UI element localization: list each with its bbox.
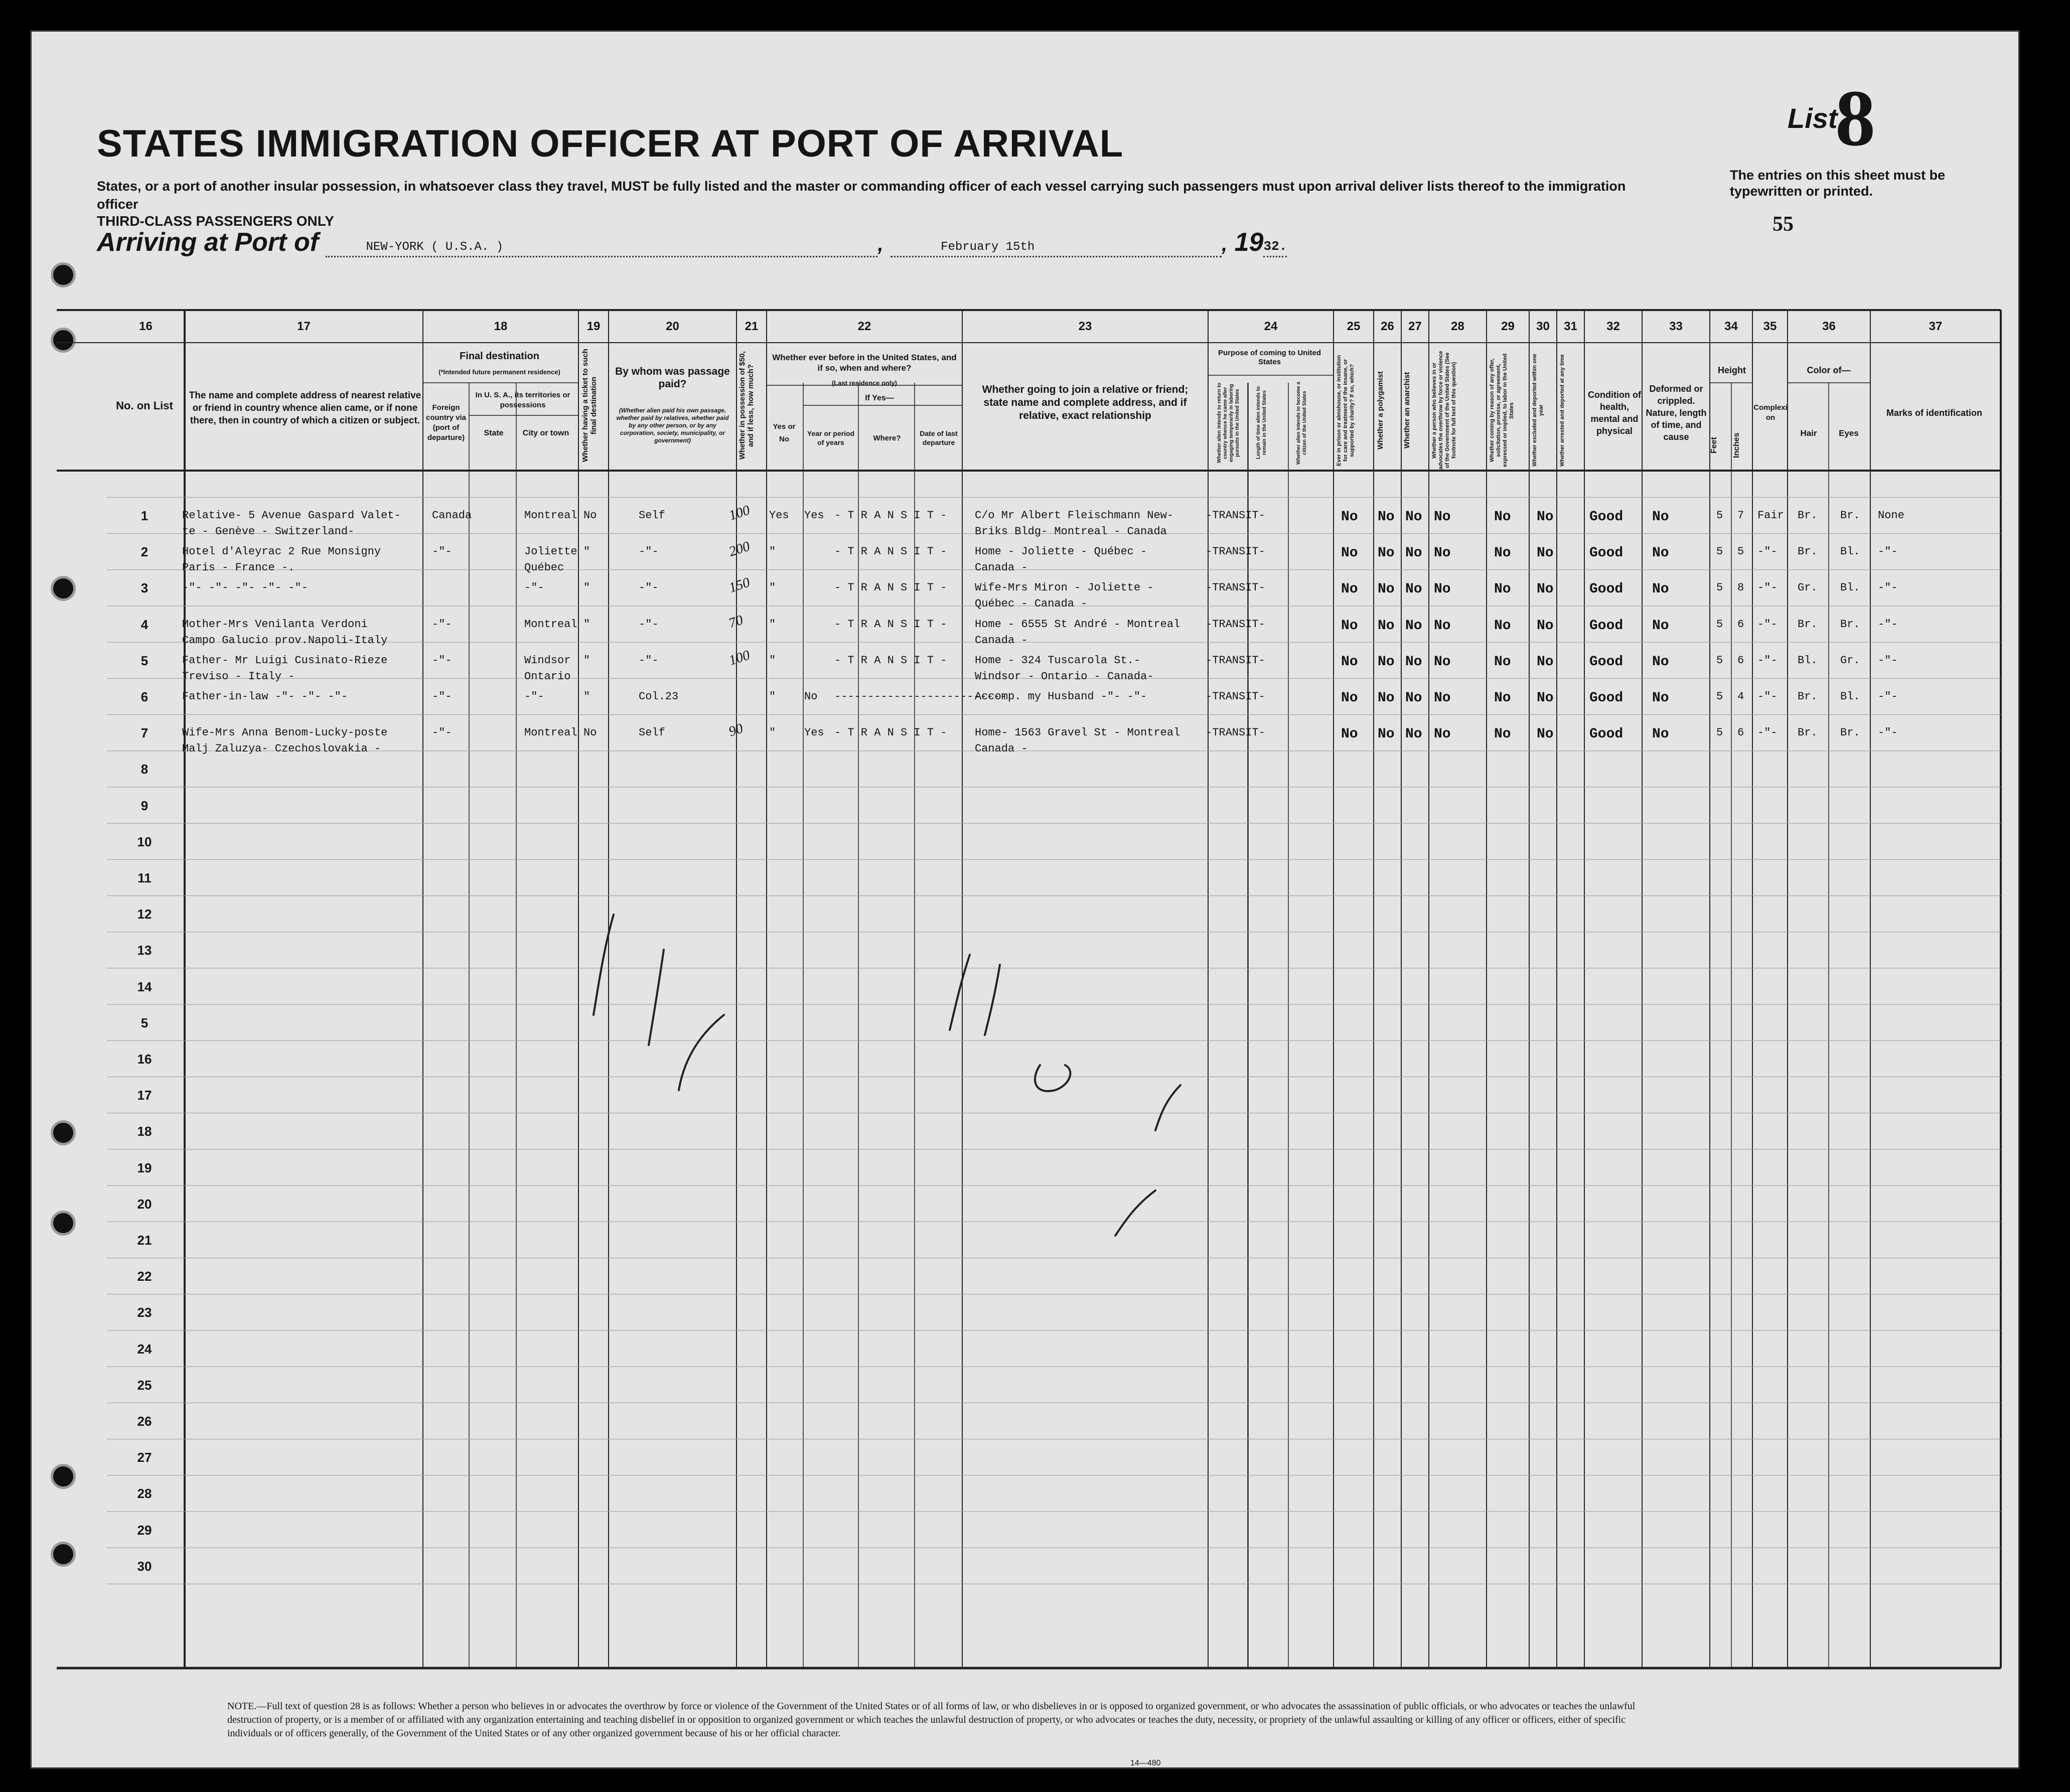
header-eyes: Eyes <box>1839 428 1859 438</box>
identification-marks: -"- <box>1878 654 1898 667</box>
column-number: 37 <box>1929 320 1943 333</box>
join-relative-line: Accomp. my Husband -"- -"- <box>975 690 1147 703</box>
page-title: STATES IMMIGRATION OFFICER AT PORT OF ARRIVAL <box>97 122 1124 165</box>
deformed-value: No <box>1652 726 1669 742</box>
header-money: Whether in possession of $50, and if less, how much? <box>738 351 755 460</box>
join-relative-line: Home- 1563 Gravel St - Montreal <box>975 726 1180 739</box>
answer-c30: No <box>1537 581 1554 598</box>
relative-address-line: Malj Zaluzya- Czechoslovakia - <box>182 742 381 756</box>
answer-c28: No <box>1434 581 1451 598</box>
destination-city: Montreal <box>524 509 577 522</box>
money-amount: 100 <box>727 647 752 669</box>
answer-c28: No <box>1434 509 1451 525</box>
destination-province: Ontario <box>524 670 571 683</box>
height-inches: 7 <box>1737 509 1744 522</box>
identification-marks: -"- <box>1878 545 1898 558</box>
destination-city: -"- <box>524 690 544 703</box>
answer-c30: No <box>1537 545 1554 561</box>
purpose-value: -TRANSIT- <box>1206 581 1265 594</box>
join-relative-line: Wife-Mrs Miron - Joliette - <box>975 581 1154 594</box>
row-number: 5 <box>140 1015 149 1030</box>
row-number: 23 <box>137 1305 152 1320</box>
transit-note: - T R A N S I T - <box>834 545 947 558</box>
height-inches: 8 <box>1737 581 1744 594</box>
height-feet: 5 <box>1716 581 1723 594</box>
column-number: 22 <box>857 320 871 333</box>
relative-address-line: Paris - France -. <box>182 561 295 574</box>
join-relative-line: Home - 324 Tuscarola St.- <box>975 654 1141 667</box>
answer-c27: No <box>1405 618 1422 634</box>
foreign-country: -"- <box>432 690 452 703</box>
eye-color: Br. <box>1840 509 1860 522</box>
header-health: Condition of health, mental and physical <box>1588 390 1641 436</box>
entries-note: The entries on this sheet must be typewritten or printed. <box>1730 168 1946 199</box>
complexion-value: -"- <box>1757 545 1778 558</box>
header-date-departure: Date of last departure <box>920 429 958 446</box>
ever-in-us: " <box>769 690 776 703</box>
answer-c25: No <box>1341 545 1358 561</box>
health-condition: Good <box>1589 690 1623 706</box>
ticket-value: " <box>583 690 590 703</box>
answer-c27: No <box>1405 654 1422 670</box>
header-in-usa: In U. S. A., its territories or possessions <box>475 391 570 409</box>
foreign-country: Canada <box>432 509 472 522</box>
column-number: 20 <box>666 320 679 333</box>
ever-in-us-yes: No <box>804 690 818 703</box>
header-if-yes: If Yes— <box>865 393 894 402</box>
destination-city: Montreal <box>524 726 577 739</box>
identification-marks: -"- <box>1878 581 1898 594</box>
height-inches: 6 <box>1737 618 1744 631</box>
relative-address-line: Hotel d'Aleyrac 2 Rue Monsigny <box>182 545 381 558</box>
passage-paid-by: -"- <box>639 618 659 631</box>
answer-c26: No <box>1378 509 1395 525</box>
header-join-relative: Whether going to join a relative or friend; state name and complete address, and if relative, exact relationship <box>982 384 1189 421</box>
answer-c28: No <box>1434 690 1451 706</box>
answer-c30: No <box>1537 654 1554 670</box>
ticket-value: " <box>583 581 590 594</box>
relative-address-line: Relative- 5 Avenue Gaspard Valet- <box>182 509 401 522</box>
header-question-28: Whether a person who believes in or advocates the overthrow by force or violence of the Government of the United States (See footnote for full text of this question) <box>1431 351 1457 470</box>
foreign-country: -"- <box>432 545 452 558</box>
eye-color: Br. <box>1840 618 1860 631</box>
answer-c29: No <box>1494 690 1511 706</box>
header-inches: Inches <box>1732 432 1741 459</box>
row-number: 27 <box>137 1450 152 1465</box>
row-number: 19 <box>137 1160 152 1175</box>
foreign-country: -"- <box>432 618 452 631</box>
header-purpose-citizen: Whether alien intends to become a citizen of the United States <box>1296 381 1307 465</box>
column-number: 30 <box>1536 320 1550 333</box>
row-number: 11 <box>137 870 152 885</box>
header-purpose-return: Whether alien intends to return to country whence he came after engaging temporarily in laboring pursuits in the United States <box>1217 383 1240 464</box>
complexion-value: -"- <box>1757 654 1778 667</box>
arrival-line: Arriving at Port of NEW-YORK ( U.S.A. ) , February 15th , 1932. <box>97 228 1287 257</box>
answer-c25: No <box>1341 726 1358 742</box>
column-number: 18 <box>494 320 508 333</box>
column-number: 26 <box>1381 320 1394 333</box>
column-number: 33 <box>1669 320 1683 333</box>
height-inches: 4 <box>1737 690 1744 703</box>
money-amount: 150 <box>727 574 752 596</box>
purpose-value: -TRANSIT- <box>1206 654 1265 667</box>
row-number: 3 <box>140 580 149 596</box>
eye-color: Bl. <box>1840 545 1860 558</box>
row-number: 20 <box>137 1196 152 1212</box>
year-prefix: 19 <box>1234 228 1264 257</box>
row-number: 10 <box>137 834 152 849</box>
health-condition: Good <box>1589 654 1623 670</box>
form-number: 14—480 <box>1130 1759 1161 1767</box>
relative-address-line: Wife-Mrs Anna Benom-Lucky-poste <box>182 726 388 739</box>
header-height: Height <box>1718 365 1746 375</box>
foreign-country: -"- <box>432 726 452 739</box>
passage-paid-by: Col.23 <box>639 690 679 703</box>
column-number: 21 <box>745 320 759 333</box>
ever-in-us-yes: Yes <box>804 509 824 522</box>
answer-c25: No <box>1341 509 1358 525</box>
header-feet: Feet <box>1710 437 1718 454</box>
row-number: 7 <box>140 725 149 741</box>
transit-note: - T R A N S I T - <box>834 726 947 739</box>
hair-color: Gr. <box>1798 581 1818 594</box>
money-amount: 90 <box>726 720 745 740</box>
relative-address-line: -"- -"- -"- -"- -"- <box>182 581 308 594</box>
column-number: 24 <box>1264 320 1278 333</box>
ever-in-us: " <box>769 545 776 558</box>
column-number: 29 <box>1501 320 1515 333</box>
answer-c25: No <box>1341 654 1358 670</box>
answer-c27: No <box>1405 509 1422 525</box>
row-number: 14 <box>137 979 152 994</box>
health-condition: Good <box>1589 618 1623 634</box>
port-field: NEW-YORK ( U.S.A. ) <box>326 240 877 257</box>
header-purpose: Purpose of coming to United States <box>1218 349 1321 366</box>
answer-c26: No <box>1378 726 1395 742</box>
join-relative-line: Canada - <box>975 561 1028 574</box>
hair-color: Bl. <box>1798 654 1818 667</box>
join-relative-line: C/o Mr Albert Fleischmann New- <box>975 509 1174 522</box>
join-relative-line: Windsor - Ontario - Canada- <box>975 670 1154 683</box>
row-number: 8 <box>140 762 149 777</box>
header-passage-paid: By whom was passage paid? <box>615 366 730 390</box>
row-number: 4 <box>140 617 149 632</box>
eye-color: Bl. <box>1840 581 1860 594</box>
row-number: 5 <box>140 653 149 668</box>
join-relative-line: Canada - <box>975 742 1028 756</box>
complexion-value: -"- <box>1757 726 1778 739</box>
legal-text: States, or a port of another insular possession, in whatsoever class they travel, MUST be fully listed and the master or commanding officer of each vessel carrying such passengers must upon arrival deliver lists thereof to the immigration officer <box>97 179 1626 212</box>
header-ticket: Whether having a ticket to such final destination <box>581 349 598 462</box>
date-field: February 15th <box>891 240 1222 257</box>
join-relative-line: Canada - <box>975 634 1028 647</box>
complexion-value: -"- <box>1757 581 1778 594</box>
hair-color: Br. <box>1798 618 1818 631</box>
column-number: 31 <box>1564 320 1577 333</box>
answer-c30: No <box>1537 690 1554 706</box>
sheet-number: 55 <box>1772 213 1794 236</box>
header-complexion: Complexion <box>1753 403 1788 422</box>
answer-c29: No <box>1494 545 1511 561</box>
destination-city: Joliette <box>524 545 577 558</box>
height-feet: 5 <box>1716 690 1723 703</box>
header-prison: Ever in prison or almshouse, or institution for care and treatment of the insane, or supported by charity? If so, which? <box>1336 355 1355 466</box>
header-no-on-list: No. on List <box>116 399 173 412</box>
eye-color: Gr. <box>1840 654 1860 667</box>
health-condition: Good <box>1589 581 1623 598</box>
deformed-value: No <box>1652 545 1669 561</box>
answer-c26: No <box>1378 618 1395 634</box>
answer-c29: No <box>1494 654 1511 670</box>
passage-paid-by: Self <box>639 509 665 522</box>
answer-c26: No <box>1378 690 1395 706</box>
column-number: 23 <box>1078 320 1092 333</box>
list-label: List <box>1788 102 1838 134</box>
ever-in-us-yes: Yes <box>804 726 824 739</box>
row-number: 22 <box>137 1269 152 1284</box>
column-number: 25 <box>1347 320 1361 333</box>
ticket-value: No <box>583 509 597 522</box>
answer-c29: No <box>1494 581 1511 598</box>
manifest-sheet <box>30 30 2020 1769</box>
identification-marks: -"- <box>1878 726 1898 739</box>
deformed-value: No <box>1652 509 1669 525</box>
header-ever-in-us-note: (Last residence only) <box>831 379 898 387</box>
deformed-value: No <box>1652 618 1669 634</box>
answer-c28: No <box>1434 726 1451 742</box>
header-relative-address: The name and complete address of nearest relative or friend in country whence alien came, or if none there, then in country of which a citizen or subject. <box>189 390 421 426</box>
purpose-value: -TRANSIT- <box>1206 690 1265 703</box>
transit-note: - T R A N S I T - <box>834 509 947 522</box>
answer-c26: No <box>1378 654 1395 670</box>
row-number: 2 <box>140 544 149 560</box>
column-number: 27 <box>1408 320 1422 333</box>
header-passage-paid-note: (Whether alien paid his own passage, whether paid by relatives, whether paid by any other person, or by any corporation, society, municipality, or government) <box>616 406 729 444</box>
ever-in-us: " <box>769 581 776 594</box>
ticket-value: " <box>583 654 590 667</box>
money-amount: 200 <box>727 538 752 560</box>
passage-paid-by: -"- <box>639 581 659 594</box>
eye-color: Br. <box>1840 726 1860 739</box>
header-polygamist: Whether a polygamist <box>1376 371 1385 450</box>
ever-in-us: " <box>769 654 776 667</box>
height-feet: 5 <box>1716 654 1723 667</box>
ever-in-us: " <box>769 618 776 631</box>
row-number: 1 <box>140 508 149 523</box>
header-final-destination-note: (*Intended future permanent residence) <box>438 368 560 376</box>
answer-c28: No <box>1434 654 1451 670</box>
ticket-value: No <box>583 726 597 739</box>
complexion-value: Fair <box>1757 509 1784 522</box>
answer-c27: No <box>1405 545 1422 561</box>
join-relative-line: Québec - Canada - <box>975 598 1088 611</box>
purpose-value: -TRANSIT- <box>1206 618 1265 631</box>
header-deformed: Deformed or crippled. Nature, length of time, and cause <box>1646 384 1707 442</box>
join-relative-line: Briks Bldg- Montreal - Canada <box>975 525 1167 538</box>
hair-color: Br. <box>1798 545 1818 558</box>
money-amount: 70 <box>726 612 745 632</box>
transit-note: - T R A N S I T - <box>834 618 947 631</box>
header-city: City or town <box>522 428 569 437</box>
health-condition: Good <box>1589 509 1623 525</box>
answer-c25: No <box>1341 581 1358 598</box>
purpose-value: -TRANSIT- <box>1206 726 1265 739</box>
transit-note: - T R A N S I T - <box>834 654 947 667</box>
height-inches: 6 <box>1737 726 1744 739</box>
row-number: 12 <box>137 907 152 922</box>
deformed-value: No <box>1652 654 1669 670</box>
column-number: 32 <box>1606 320 1620 333</box>
column-number: 34 <box>1724 320 1738 333</box>
ever-in-us: Yes <box>769 509 789 522</box>
relative-address-line: Father- Mr Luigi Cusinato-Rieze <box>182 654 388 667</box>
transit-note: - T R A N S I T - <box>834 581 947 594</box>
header-foreign-country: Foreign country via (port of departure) <box>425 403 467 442</box>
health-condition: Good <box>1589 726 1623 742</box>
join-relative-line: Home - Joliette - Québec - <box>975 545 1147 558</box>
row-number: 26 <box>137 1414 152 1429</box>
answer-c29: No <box>1494 618 1511 634</box>
destination-city: Windsor <box>524 654 571 667</box>
row-number: 13 <box>137 943 152 958</box>
ever-in-us: " <box>769 726 776 739</box>
ticket-value: " <box>583 545 590 558</box>
answer-c30: No <box>1537 509 1554 525</box>
column-number: 28 <box>1451 320 1464 333</box>
footnote: NOTE.—Full text of question 28 is as follows: Whether a person who believes in or advocates the overthrow by force or violence of the Government of the United States or of all forms of law, or who disbelieves in or is opposed to organized government, or who advocates the assassination of public officials, or who advocates or teaches the unlawful destruction of property, or is a member of or affiliated with any organization entertaining and teaching disbelief in or opposition to organized government or which teaches the unlawful destruction of property, or who advocates or teaches the duty, necessity, or propriety of the unlawful assaulting or killing of any officer or officers, either of specific individuals or of officers generally, of the Government of the United States or of any other organized government because of his or her official character. <box>227 1701 1636 1739</box>
header-labor-offer: Whether coming by reason of any offer, solicitation, promise, or agreement, expressed or implied, to labor in the United States <box>1489 353 1515 468</box>
list-number: 8 <box>1835 73 1875 163</box>
header-final-destination: Final destination <box>460 351 539 362</box>
deformed-value: No <box>1652 690 1669 706</box>
relative-address-line: Mother-Mrs Venilanta Verdoni <box>182 618 368 631</box>
passage-paid-by: -"- <box>639 545 659 558</box>
relative-address-line: te - Genève - Switzerland- <box>182 525 355 538</box>
class-note: THIRD-CLASS PASSENGERS ONLY <box>97 213 334 229</box>
column-number: 19 <box>586 320 601 333</box>
arriving-label: Arriving at Port of <box>97 228 319 257</box>
row-number: 16 <box>137 1052 152 1067</box>
passage-paid-by: Self <box>639 726 665 739</box>
answer-c27: No <box>1405 726 1422 742</box>
destination-city: -"- <box>524 581 544 594</box>
answer-c27: No <box>1405 581 1422 598</box>
deformed-value: No <box>1652 581 1669 598</box>
answer-c28: No <box>1434 545 1451 561</box>
header-purpose-length: Length of time alien intends to remain in the United States <box>1256 386 1267 460</box>
header-arrested: Whether arrested and deported at any time <box>1559 354 1565 467</box>
answer-c29: No <box>1494 726 1511 742</box>
height-inches: 5 <box>1737 545 1744 558</box>
row-number: 9 <box>140 798 149 813</box>
height-feet: 5 <box>1716 509 1723 522</box>
hair-color: Br. <box>1798 726 1818 739</box>
row-number: 17 <box>137 1088 152 1103</box>
answer-c26: No <box>1378 545 1395 561</box>
join-relative-line: Home - 6555 St André - Montreal <box>975 618 1180 631</box>
relative-address-line: Treviso - Italy - <box>182 670 295 683</box>
column-number: 17 <box>297 320 311 333</box>
row-number: 24 <box>137 1341 152 1357</box>
header-ever-in-us: Whether ever before in the United States, and if so, when and where? <box>772 353 957 373</box>
complexion-value: -"- <box>1757 690 1778 703</box>
year-field: 32. <box>1263 239 1287 257</box>
destination-city: Montreal <box>524 618 577 631</box>
height-feet: 5 <box>1716 618 1723 631</box>
hair-color: Br. <box>1798 690 1818 703</box>
row-number: 25 <box>137 1377 152 1393</box>
row-number: 30 <box>137 1558 152 1574</box>
destination-province: Québec <box>524 561 564 574</box>
identification-marks: None <box>1878 509 1904 522</box>
header-year-period: Year or period of years <box>807 429 855 446</box>
answer-c29: No <box>1494 509 1511 525</box>
header-color-of: Color of— <box>1807 365 1851 375</box>
header-marks: Marks of identification <box>1886 407 1983 418</box>
purpose-value: -TRANSIT- <box>1206 545 1265 558</box>
relative-address-line: Father-in-law -"- -"- -"- <box>182 690 348 703</box>
height-feet: 5 <box>1716 545 1723 558</box>
header-state: State <box>484 428 504 437</box>
answer-c28: No <box>1434 618 1451 634</box>
header-yes-no: Yes or No <box>773 422 796 443</box>
header-where: Where? <box>873 433 901 442</box>
money-amount: 100 <box>727 502 752 524</box>
row-number: 21 <box>137 1233 152 1248</box>
foreign-country: -"- <box>432 654 452 667</box>
answer-c25: No <box>1341 690 1358 706</box>
column-number: 35 <box>1763 320 1777 333</box>
answer-c30: No <box>1537 726 1554 742</box>
height-feet: 5 <box>1716 726 1723 739</box>
eye-color: Bl. <box>1840 690 1860 703</box>
column-number: 16 <box>139 320 153 333</box>
header-hair: Hair <box>1800 428 1817 438</box>
identification-marks: -"- <box>1878 618 1898 631</box>
header-excluded: Whether excluded and deported within one year <box>1532 354 1544 467</box>
relative-address-line: Campo Galucio prov.Napoli-Italy <box>182 634 388 647</box>
hair-color: Br. <box>1798 509 1818 522</box>
height-inches: 6 <box>1737 654 1744 667</box>
identification-marks: -"- <box>1878 690 1898 703</box>
handwritten-marks <box>32 32 2018 1767</box>
answer-c30: No <box>1537 618 1554 634</box>
row-number: 29 <box>137 1522 152 1538</box>
row-number: 18 <box>137 1124 152 1139</box>
health-condition: Good <box>1589 545 1623 561</box>
header-anarchist: Whether an anarchist <box>1403 372 1411 449</box>
row-number: 6 <box>140 689 149 704</box>
answer-c27: No <box>1405 690 1422 706</box>
row-number: 28 <box>137 1486 152 1502</box>
purpose-value: -TRANSIT- <box>1206 509 1265 522</box>
transit-note: -------------------------- <box>834 690 1007 703</box>
passage-paid-by: -"- <box>639 654 659 667</box>
answer-c25: No <box>1341 618 1358 634</box>
complexion-value: -"- <box>1757 618 1778 631</box>
column-number: 36 <box>1822 320 1836 333</box>
ticket-value: " <box>583 618 590 631</box>
answer-c26: No <box>1378 581 1395 598</box>
